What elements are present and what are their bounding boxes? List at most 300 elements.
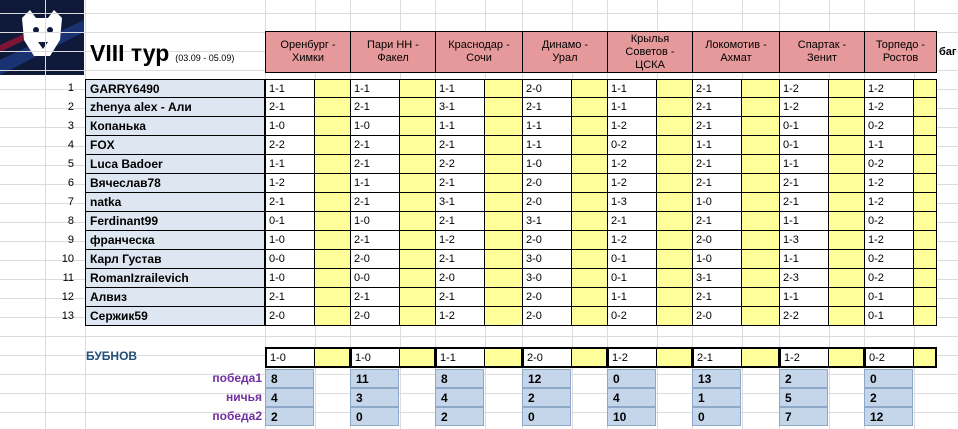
points-cell[interactable] (485, 174, 523, 193)
bear-logo-icon (0, 0, 84, 75)
points-cell[interactable] (400, 174, 436, 193)
points-cell[interactable] (657, 250, 693, 269)
stat-count-cell[interactable]: 13 (692, 369, 741, 388)
prediction-cell[interactable]: 1-1 (522, 136, 572, 155)
points-cell[interactable] (485, 155, 523, 174)
points-cell[interactable] (657, 307, 693, 326)
player-name-cell[interactable]: natka (85, 193, 265, 212)
points-cell[interactable] (400, 307, 436, 326)
row-number: 3 (67, 120, 74, 132)
points-cell[interactable] (914, 307, 937, 326)
bubnov-points-cell[interactable] (572, 347, 608, 368)
prediction-cell[interactable]: 1-2 (864, 79, 914, 98)
points-cell[interactable] (829, 117, 865, 136)
prediction-cell[interactable]: 0-1 (779, 136, 829, 155)
player-name-cell[interactable]: франческа (85, 231, 265, 250)
points-cell[interactable] (485, 79, 523, 98)
grid-line (0, 336, 958, 337)
points-cell[interactable] (829, 136, 865, 155)
prediction-cell[interactable]: 1-1 (864, 136, 914, 155)
stat-count-cell[interactable]: 0 (607, 369, 656, 388)
points-cell[interactable] (914, 98, 937, 117)
points-cell[interactable] (742, 193, 780, 212)
match-header-label: Торпедо - Ростов (875, 39, 926, 64)
prediction-cell[interactable]: 2-1 (350, 155, 400, 174)
points-cell[interactable] (829, 98, 865, 117)
points-cell[interactable] (572, 193, 608, 212)
points-cell[interactable] (572, 136, 608, 155)
prediction-cell[interactable]: 2-1 (779, 193, 829, 212)
match-header (350, 31, 436, 73)
points-cell[interactable] (572, 117, 608, 136)
match-header (265, 31, 351, 73)
points-cell[interactable] (657, 288, 693, 307)
stat-count-cell[interactable]: 3 (350, 388, 399, 407)
prediction-cell[interactable]: 2-1 (692, 79, 742, 98)
row-number: 6 (67, 177, 74, 189)
prediction-cell[interactable]: 0-2 (864, 117, 914, 136)
bubnov-points-cell[interactable] (315, 347, 351, 368)
bubnov-prediction-cell[interactable]: 2-0 (522, 347, 572, 368)
row-number: 11 (62, 272, 74, 284)
stat-count-cell[interactable]: 10 (607, 407, 656, 426)
points-cell[interactable] (742, 98, 780, 117)
prediction-cell[interactable]: 1-1 (607, 98, 657, 117)
prediction-cell[interactable]: 1-1 (607, 288, 657, 307)
bubnov-prediction-cell[interactable]: 1-2 (779, 347, 829, 368)
bubnov-prediction-cell[interactable]: 1-1 (435, 347, 485, 368)
prediction-cell[interactable]: 2-2 (435, 155, 485, 174)
points-cell[interactable] (572, 155, 608, 174)
points-cell[interactable] (829, 212, 865, 231)
points-cell[interactable] (485, 307, 523, 326)
bubnov-points-cell[interactable] (400, 347, 436, 368)
prediction-cell[interactable]: 3-1 (522, 212, 572, 231)
prediction-cell[interactable]: 2-0 (522, 307, 572, 326)
stat-count-cell[interactable]: 0 (692, 407, 741, 426)
points-cell[interactable] (572, 231, 608, 250)
points-cell[interactable] (315, 288, 351, 307)
points-cell[interactable] (829, 79, 865, 98)
points-cell[interactable] (315, 155, 351, 174)
prediction-cell[interactable]: 0-2 (607, 136, 657, 155)
points-cell[interactable] (829, 174, 865, 193)
bubnov-prediction-cell[interactable]: 1-0 (350, 347, 400, 368)
prediction-cell[interactable]: 2-0 (435, 269, 485, 288)
points-cell[interactable] (485, 212, 523, 231)
prediction-cell[interactable]: 0-1 (864, 288, 914, 307)
prediction-cell[interactable]: 0-1 (779, 117, 829, 136)
player-name-cell[interactable]: Карл Густав (85, 250, 265, 269)
points-cell[interactable] (657, 136, 693, 155)
points-cell[interactable] (315, 193, 351, 212)
prediction-cell[interactable]: 2-1 (350, 193, 400, 212)
prediction-cell[interactable]: 3-1 (435, 98, 485, 117)
prediction-cell[interactable]: 2-1 (435, 212, 485, 231)
match-header-label: Краснодар - Сочи (448, 39, 510, 64)
stat-count-cell[interactable]: 4 (435, 388, 484, 407)
prediction-cell[interactable]: 2-0 (522, 231, 572, 250)
row-number: 5 (67, 158, 74, 170)
points-cell[interactable] (485, 117, 523, 136)
points-cell[interactable] (742, 155, 780, 174)
points-cell[interactable] (742, 212, 780, 231)
prediction-cell[interactable]: 2-0 (522, 288, 572, 307)
prediction-cell[interactable]: 1-1 (350, 174, 400, 193)
points-cell[interactable] (914, 269, 937, 288)
points-cell[interactable] (400, 193, 436, 212)
points-cell[interactable] (485, 269, 523, 288)
points-cell[interactable] (742, 231, 780, 250)
stat-count-cell[interactable]: 5 (779, 388, 828, 407)
points-cell[interactable] (572, 288, 608, 307)
stat-count-cell[interactable]: 2 (779, 369, 828, 388)
prediction-cell[interactable]: 1-2 (607, 117, 657, 136)
points-cell[interactable] (914, 136, 937, 155)
prediction-cell[interactable]: 2-1 (692, 288, 742, 307)
row-number: 1 (67, 82, 74, 94)
row-number: 8 (67, 215, 74, 227)
stat-label: победа2 (212, 409, 262, 423)
prediction-cell[interactable]: 1-2 (864, 193, 914, 212)
points-cell[interactable] (829, 288, 865, 307)
grid-line (0, 13, 958, 14)
match-header-label: Локомотив - Ахмат (705, 39, 767, 64)
prediction-cell[interactable]: 2-1 (265, 288, 315, 307)
row-number: 7 (67, 196, 74, 208)
bubnov-prediction-cell[interactable]: 1-2 (607, 347, 657, 368)
prediction-cell[interactable]: 1-2 (864, 98, 914, 117)
points-cell[interactable] (657, 117, 693, 136)
stat-label: победа1 (212, 371, 262, 385)
points-cell[interactable] (315, 307, 351, 326)
prediction-cell[interactable]: 1-1 (779, 250, 829, 269)
bubnov-prediction-cell[interactable]: 2-1 (692, 347, 742, 368)
points-cell[interactable] (657, 212, 693, 231)
prediction-cell[interactable]: 0-2 (864, 269, 914, 288)
points-cell[interactable] (400, 79, 436, 98)
points-cell[interactable] (829, 269, 865, 288)
prediction-cell[interactable]: 1-2 (864, 231, 914, 250)
prediction-cell[interactable]: 2-1 (692, 117, 742, 136)
prediction-cell[interactable]: 3-1 (435, 193, 485, 212)
stat-count-cell[interactable]: 2 (522, 388, 571, 407)
match-header (607, 31, 693, 73)
points-cell[interactable] (829, 231, 865, 250)
prediction-cell[interactable]: 1-1 (779, 212, 829, 231)
points-cell[interactable] (400, 269, 436, 288)
points-cell[interactable] (742, 250, 780, 269)
prediction-cell[interactable]: 1-1 (779, 288, 829, 307)
prediction-cell[interactable]: 1-1 (265, 155, 315, 174)
match-header-label: Спартак - Зенит (797, 39, 847, 64)
player-name-cell[interactable]: Копанька (85, 117, 265, 136)
stat-count-cell[interactable]: 12 (522, 369, 571, 388)
prediction-cell[interactable]: 1-0 (350, 212, 400, 231)
points-cell[interactable] (400, 212, 436, 231)
prediction-cell[interactable]: 0-1 (607, 269, 657, 288)
prediction-cell[interactable]: 0-1 (607, 250, 657, 269)
points-cell[interactable] (572, 174, 608, 193)
prediction-cell[interactable]: 3-0 (522, 269, 572, 288)
prediction-cell[interactable]: 2-1 (522, 98, 572, 117)
prediction-cell[interactable]: 0-2 (864, 155, 914, 174)
prediction-cell[interactable]: 1-2 (265, 174, 315, 193)
points-cell[interactable] (914, 250, 937, 269)
stat-count-cell[interactable]: 8 (435, 369, 484, 388)
grid-line (45, 0, 46, 429)
points-cell[interactable] (572, 250, 608, 269)
points-cell[interactable] (829, 307, 865, 326)
points-cell[interactable] (315, 79, 351, 98)
prediction-cell[interactable]: 2-2 (265, 136, 315, 155)
prediction-cell[interactable]: 1-1 (522, 117, 572, 136)
points-cell[interactable] (914, 155, 937, 174)
match-header-label: Пари НН - Факел (367, 39, 419, 64)
player-name-cell[interactable]: Сержик59 (85, 307, 265, 326)
points-cell[interactable] (657, 193, 693, 212)
points-cell[interactable] (829, 193, 865, 212)
match-header-label: Оренбург - Химки (280, 39, 336, 64)
prediction-cell[interactable]: 2-1 (350, 288, 400, 307)
points-cell[interactable] (400, 250, 436, 269)
prediction-cell[interactable]: 1-2 (435, 307, 485, 326)
player-name-cell[interactable]: Luca Badoer (85, 155, 265, 174)
points-cell[interactable] (914, 117, 937, 136)
prediction-cell[interactable]: 2-1 (350, 98, 400, 117)
match-header (692, 31, 780, 73)
prediction-cell[interactable]: 2-0 (265, 307, 315, 326)
stat-count-cell[interactable]: 2 (864, 388, 913, 407)
player-name-cell[interactable]: Ferdinant99 (85, 212, 265, 231)
prediction-cell[interactable]: 1-2 (607, 155, 657, 174)
points-cell[interactable] (914, 212, 937, 231)
prediction-cell[interactable]: 0-1 (265, 212, 315, 231)
points-cell[interactable] (742, 307, 780, 326)
prediction-cell[interactable]: 2-0 (522, 79, 572, 98)
prediction-cell[interactable]: 1-2 (864, 174, 914, 193)
points-cell[interactable] (315, 212, 351, 231)
points-cell[interactable] (742, 117, 780, 136)
prediction-cell[interactable]: 2-1 (692, 155, 742, 174)
points-cell[interactable] (572, 269, 608, 288)
stat-count-cell[interactable]: 2 (265, 407, 314, 426)
points-cell[interactable] (742, 79, 780, 98)
points-cell[interactable] (315, 98, 351, 117)
prediction-cell[interactable]: 2-3 (779, 269, 829, 288)
points-cell[interactable] (572, 79, 608, 98)
points-cell[interactable] (657, 155, 693, 174)
prediction-cell[interactable]: 2-1 (607, 212, 657, 231)
bubnov-prediction-cell[interactable]: 0-2 (864, 347, 914, 368)
points-cell[interactable] (742, 136, 780, 155)
points-cell[interactable] (657, 174, 693, 193)
stat-count-cell[interactable]: 4 (607, 388, 656, 407)
bubnov-prediction-cell[interactable]: 1-0 (265, 347, 315, 368)
points-cell[interactable] (400, 98, 436, 117)
prediction-cell[interactable]: 0-2 (607, 307, 657, 326)
stat-count-cell[interactable]: 1 (692, 388, 741, 407)
points-cell[interactable] (742, 174, 780, 193)
player-name-cell[interactable]: zhenya alex - Али (85, 98, 265, 117)
match-header-label: Динамо - Урал (541, 39, 589, 64)
bubnov-points-cell[interactable] (914, 347, 937, 368)
points-cell[interactable] (400, 117, 436, 136)
points-cell[interactable] (914, 79, 937, 98)
points-cell[interactable] (400, 136, 436, 155)
points-cell[interactable] (829, 250, 865, 269)
prediction-cell[interactable]: 1-0 (522, 155, 572, 174)
prediction-cell[interactable]: 2-1 (435, 250, 485, 269)
points-cell[interactable] (829, 155, 865, 174)
prediction-cell[interactable]: 1-0 (692, 193, 742, 212)
prediction-cell[interactable]: 2-0 (522, 174, 572, 193)
prediction-cell[interactable]: 1-1 (692, 136, 742, 155)
prediction-cell[interactable]: 1-0 (265, 269, 315, 288)
points-cell[interactable] (657, 269, 693, 288)
prediction-cell[interactable]: 1-1 (607, 79, 657, 98)
prediction-cell[interactable]: 1-3 (607, 193, 657, 212)
prediction-cell[interactable]: 2-1 (350, 231, 400, 250)
player-name-cell[interactable]: Алвиз (85, 288, 265, 307)
points-cell[interactable] (485, 288, 523, 307)
prediction-cell[interactable]: 1-0 (265, 231, 315, 250)
prediction-cell[interactable]: 2-1 (265, 98, 315, 117)
prediction-cell[interactable]: 2-0 (692, 307, 742, 326)
prediction-cell[interactable]: 0-2 (864, 250, 914, 269)
match-header (779, 31, 865, 73)
points-cell[interactable] (572, 98, 608, 117)
bubnov-points-cell[interactable] (485, 347, 523, 368)
prediction-cell[interactable]: 2-0 (350, 250, 400, 269)
prediction-cell[interactable]: 1-0 (692, 250, 742, 269)
prediction-cell[interactable]: 2-0 (522, 193, 572, 212)
row-number: 9 (67, 234, 74, 246)
prediction-cell[interactable]: 1-0 (350, 117, 400, 136)
prediction-cell[interactable]: 2-1 (692, 212, 742, 231)
prediction-cell[interactable]: 2-2 (779, 307, 829, 326)
points-cell[interactable] (315, 250, 351, 269)
prediction-cell[interactable]: 1-2 (779, 79, 829, 98)
prediction-cell[interactable]: 2-0 (692, 231, 742, 250)
points-cell[interactable] (657, 231, 693, 250)
player-name-cell[interactable]: Вячеслав78 (85, 174, 265, 193)
points-cell[interactable] (657, 79, 693, 98)
points-cell[interactable] (485, 98, 523, 117)
prediction-cell[interactable]: 2-1 (692, 98, 742, 117)
points-cell[interactable] (914, 193, 937, 212)
prediction-cell[interactable]: 0-0 (265, 250, 315, 269)
stat-count-cell[interactable]: 11 (350, 369, 399, 388)
prediction-cell[interactable]: 2-1 (779, 174, 829, 193)
points-cell[interactable] (315, 269, 351, 288)
prediction-cell[interactable]: 1-1 (435, 117, 485, 136)
stat-count-cell[interactable]: 8 (265, 369, 314, 388)
prediction-cell[interactable]: 1-2 (435, 231, 485, 250)
tour-title (90, 40, 234, 70)
points-cell[interactable] (914, 231, 937, 250)
points-cell[interactable] (572, 307, 608, 326)
points-cell[interactable] (315, 174, 351, 193)
prediction-cell[interactable]: 0-1 (864, 307, 914, 326)
prediction-cell[interactable]: 1-2 (607, 231, 657, 250)
points-cell[interactable] (572, 212, 608, 231)
player-name-cell[interactable]: FOX (85, 136, 265, 155)
points-cell[interactable] (485, 136, 523, 155)
prediction-cell[interactable]: 2-1 (435, 174, 485, 193)
points-cell[interactable] (315, 117, 351, 136)
prediction-cell[interactable]: 3-1 (692, 269, 742, 288)
points-cell[interactable] (914, 174, 937, 193)
points-cell[interactable] (315, 231, 351, 250)
prediction-cell[interactable]: 2-1 (692, 174, 742, 193)
player-name-cell[interactable]: RomanIzrailevich (85, 269, 265, 288)
points-cell[interactable] (485, 231, 523, 250)
tour-dates: (03.09 - 05.09) (175, 53, 235, 63)
points-cell[interactable] (657, 98, 693, 117)
stat-count-cell[interactable]: 12 (864, 407, 913, 426)
bubnov-points-cell[interactable] (657, 347, 693, 368)
prediction-cell[interactable]: 1-1 (779, 155, 829, 174)
stat-count-cell[interactable]: 0 (350, 407, 399, 426)
prediction-cell[interactable]: 1-2 (779, 98, 829, 117)
prediction-cell[interactable]: 0-2 (864, 212, 914, 231)
prediction-cell[interactable]: 0-0 (350, 269, 400, 288)
prediction-cell[interactable]: 1-2 (607, 174, 657, 193)
row-number: 13 (61, 310, 74, 322)
prediction-cell[interactable]: 2-1 (350, 136, 400, 155)
stat-count-cell[interactable]: 0 (864, 369, 913, 388)
prediction-cell[interactable]: 1-1 (265, 79, 315, 98)
prediction-cell[interactable]: 1-3 (779, 231, 829, 250)
points-cell[interactable] (485, 193, 523, 212)
bubnov-points-cell[interactable] (742, 347, 780, 368)
stat-count-cell[interactable]: 2 (435, 407, 484, 426)
points-cell[interactable] (914, 288, 937, 307)
stat-label: ничья (226, 390, 262, 404)
points-cell[interactable] (400, 288, 436, 307)
prediction-cell[interactable]: 1-1 (350, 79, 400, 98)
row-number: 2 (67, 101, 74, 113)
prediction-cell[interactable]: 2-1 (265, 193, 315, 212)
bubnov-points-cell[interactable] (829, 347, 865, 368)
points-cell[interactable] (742, 288, 780, 307)
stat-count-cell[interactable]: 0 (522, 407, 571, 426)
prediction-cell[interactable]: 2-0 (350, 307, 400, 326)
tour-name: VIII тур (90, 40, 170, 66)
prediction-cell[interactable]: 1-1 (435, 79, 485, 98)
prediction-cell[interactable]: 2-1 (435, 136, 485, 155)
match-header (522, 31, 608, 73)
points-cell[interactable] (742, 269, 780, 288)
points-cell[interactable] (400, 155, 436, 174)
points-cell[interactable] (485, 250, 523, 269)
prediction-cell[interactable]: 2-1 (435, 288, 485, 307)
points-cell[interactable] (400, 231, 436, 250)
player-name-cell[interactable]: GARRY6490 (85, 79, 265, 98)
match-header (435, 31, 523, 73)
stat-count-cell[interactable]: 7 (779, 407, 828, 426)
stat-count-cell[interactable]: 4 (265, 388, 314, 407)
row-number: 4 (67, 139, 74, 151)
row-number: 12 (61, 291, 74, 303)
bubnov-label: БУБНОВ (86, 349, 138, 363)
points-cell[interactable] (315, 136, 351, 155)
prediction-cell[interactable]: 3-0 (522, 250, 572, 269)
prediction-cell[interactable]: 1-0 (265, 117, 315, 136)
truncated-column-label: баг (939, 46, 957, 58)
match-header-label: Крылья Советов - ЦСКА (625, 32, 675, 71)
